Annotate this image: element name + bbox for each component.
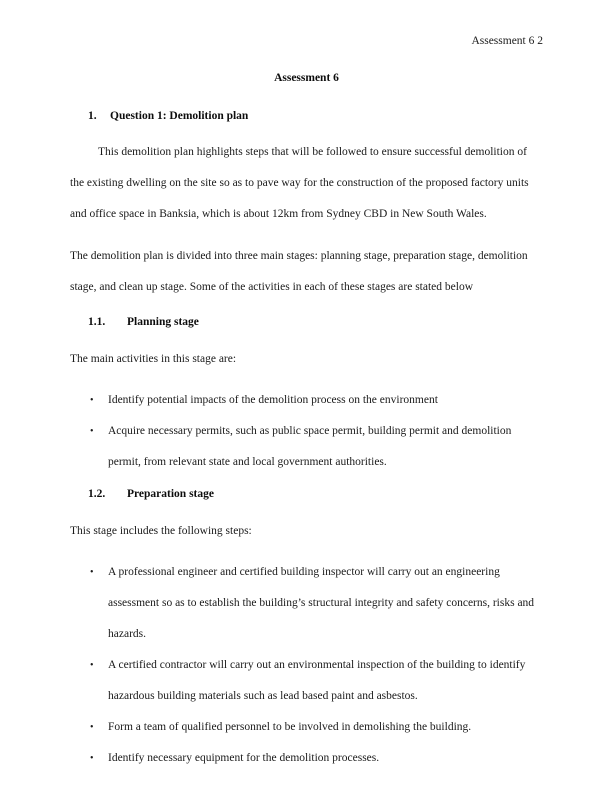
lead-in-planning-stage: The main activities in this stage are:: [70, 353, 237, 365]
heading-preparation-stage: [70, 486, 543, 502]
heading-question-1: [70, 108, 543, 124]
heading-planning-stage-label: Planning stage: [127, 316, 199, 328]
bullet-list-planning-stage: [70, 385, 543, 478]
lead-in-preparation-stage: This stage includes the following steps:: [70, 525, 252, 537]
bullet-list-preparation-stage: [70, 557, 543, 774]
heading-question-1-number: 1.: [88, 110, 97, 122]
heading-preparation-stage-label: Preparation stage: [127, 488, 214, 500]
document-body: [70, 108, 543, 782]
heading-preparation-stage-number: 1.2.: [88, 488, 106, 500]
bullet-icon: •: [90, 395, 94, 406]
list-item: [70, 385, 543, 416]
bullet-icon: •: [90, 426, 94, 437]
list-item: [70, 650, 543, 712]
bullet-icon: •: [90, 567, 94, 578]
list-item-text: Acquire necessary permits, such as public space permit, building permit and demolition permit, from relevant state and local government authorities.: [108, 425, 512, 468]
list-item-text: Identify necessary equipment for the demolition processes.: [108, 752, 380, 764]
heading-planning-stage: [70, 314, 543, 330]
list-item: [70, 743, 543, 774]
bullet-icon: •: [90, 722, 94, 733]
list-item: [70, 712, 543, 743]
paragraph-demolition-overview: This demolition plan highlights steps that will be followed to ensure successful demolition of the existing dwelling on the site so as to pave way for the construction of the proposed factory units and office space in Banksia, which is about 12km from Sydney CBD in New South Wales.: [70, 146, 529, 220]
list-item: [70, 557, 543, 650]
list-item-text: Form a team of qualified personnel to be involved in demolishing the building.: [108, 721, 472, 733]
list-item-text: Identify potential impacts of the demolition process on the environment: [108, 394, 438, 406]
paragraph-demolition-stages: The demolition plan is divided into three main stages: planning stage, preparation stage, demolition stage, and clean up stage. Some of the activities in each of these stages are stated below: [70, 250, 528, 293]
running-header: Assessment 6 2: [471, 35, 543, 47]
bullet-icon: •: [90, 753, 94, 764]
list-item-text: A professional engineer and certified building inspector will carry out an engineering assessment so as to establish the building’s structural integrity and safety concerns, risks and hazards.: [108, 566, 535, 640]
document-title: Assessment 6: [274, 72, 339, 84]
heading-question-1-label: Question 1: Demolition plan: [110, 110, 249, 122]
list-item: [70, 416, 543, 478]
list-item-text: A certified contractor will carry out an environmental inspection of the building to identify hazardous building materials such as lead based paint and asbestos.: [108, 659, 526, 702]
heading-planning-stage-number: 1.1.: [88, 316, 106, 328]
bullet-icon: •: [90, 660, 94, 671]
